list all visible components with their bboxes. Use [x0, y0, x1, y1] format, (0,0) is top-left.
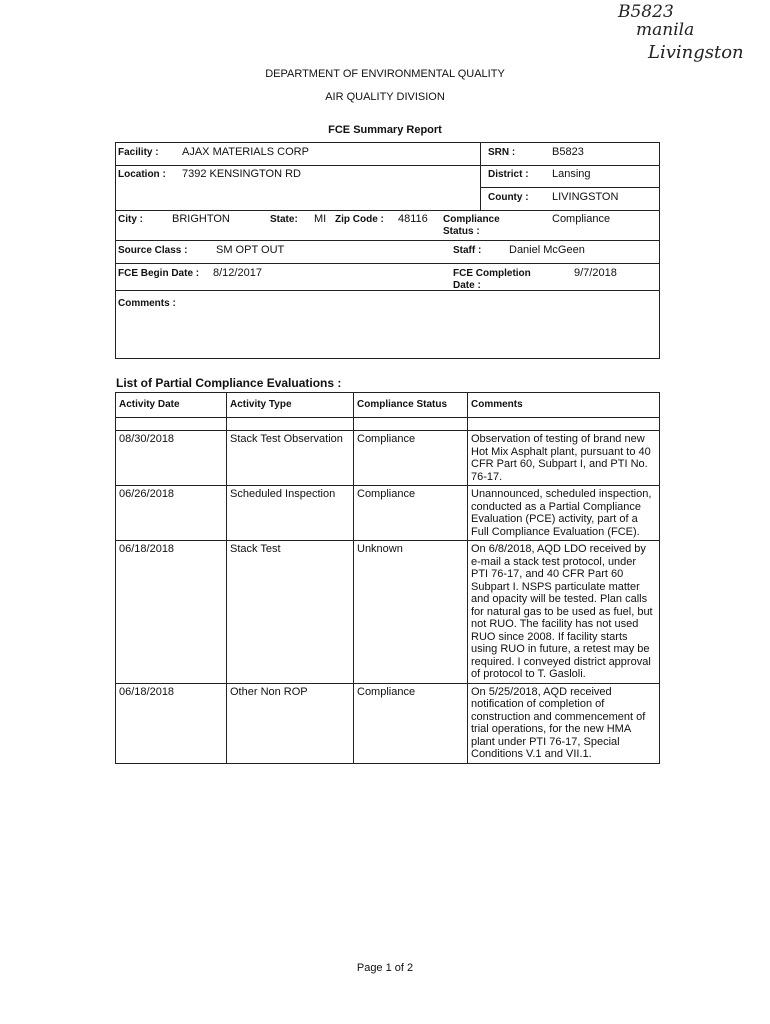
col-compliance-status: Compliance Status [354, 393, 468, 418]
fce-begin-value: 8/12/2017 [213, 267, 262, 279]
source-class-value: SM OPT OUT [216, 244, 285, 256]
facility-label: Facility : [118, 147, 159, 158]
city-value: BRIGHTON [172, 213, 230, 225]
page-number: Page 1 of 2 [356, 962, 414, 974]
cell-date: 06/18/2018 [116, 541, 227, 684]
cell-date: 06/18/2018 [116, 683, 227, 763]
table-row [116, 683, 660, 763]
facility-value: AJAX MATERIALS CORP [182, 146, 309, 158]
city-label: City : [118, 214, 143, 225]
cell-comments: On 6/8/2018, AQD LDO received by e-mail a stack test protocol, under PTI 76-17, and 40 CFR Part 60 Subpart I. NSPS particulate matter and opacity will be tested. Plan calls for natural gas to be used as fuel, but not RUO. The facility has not used RUO since 2008. If facility starts using RUO in future, a retest may be required. I conveyed district approval of protocol to T. Gasloli. [468, 541, 660, 684]
cell-comments: Unannounced, scheduled inspection, conducted as a Partial Compliance Evaluation (PCE) activity, part of a Full Compliance Evaluation (FCE). [468, 486, 660, 541]
zip-label: Zip Code : [335, 214, 384, 225]
comments-label: Comments : [118, 298, 176, 309]
cell-comments: On 5/25/2018, AQD received notification of completion of construction and commencement of trial operations, for the new HMA plant under PTI 76-17, Special Conditions V.1 and VII.1. [468, 683, 660, 763]
table-row [116, 486, 660, 541]
col-activity-date: Activity Date [116, 393, 227, 418]
location-label: Location : [118, 169, 166, 180]
cell-type: Stack Test Observation [227, 431, 354, 486]
compliance-status-label: Compliance Status : [443, 214, 500, 237]
cell-status: Compliance [354, 431, 468, 486]
pce-title: List of Partial Compliance Evaluations : [116, 376, 342, 390]
srn-label: SRN : [488, 147, 516, 158]
pce-table [115, 392, 660, 764]
cell-date: 08/30/2018 [116, 431, 227, 486]
county-value: LIVINGSTON [552, 191, 619, 203]
cell-type: Stack Test [227, 541, 354, 684]
col-comments: Comments [468, 393, 660, 418]
source-class-label: Source Class : [118, 245, 188, 256]
cell-comments: Observation of testing of brand new Hot Mix Asphalt plant, pursuant to 40 CFR Part 60, Subpart I, and PTI No. 76-17. [468, 431, 660, 486]
pce-header-row [116, 393, 660, 418]
handwritten-srn: B5823 [618, 2, 674, 22]
cell-status: Unknown [354, 541, 468, 684]
summary-divider [480, 142, 481, 210]
report-title: FCE Summary Report [328, 124, 442, 136]
handwritten-county: Livingston [648, 42, 744, 63]
table-row [116, 431, 660, 486]
district-label: District : [488, 169, 529, 180]
srn-value: B5823 [552, 146, 584, 158]
state-value: MI [314, 213, 327, 225]
county-label: County : [488, 192, 529, 203]
cell-status: Compliance [354, 683, 468, 763]
cell-date: 06/26/2018 [116, 486, 227, 541]
location-value: 7392 KENSINGTON RD [182, 168, 302, 180]
department-heading: DEPARTMENT OF ENVIRONMENTAL QUALITY [265, 68, 505, 80]
col-activity-type: Activity Type [227, 393, 354, 418]
fce-completion-value: 9/7/2018 [574, 267, 617, 279]
handwritten-folder: manila [636, 20, 695, 40]
staff-value: Daniel McGeen [509, 244, 585, 256]
staff-label: Staff : [453, 245, 482, 256]
cell-type: Other Non ROP [227, 683, 354, 763]
cell-type: Scheduled Inspection [227, 486, 354, 541]
fce-begin-label: FCE Begin Date : [118, 268, 200, 279]
division-heading: AIR QUALITY DIVISION [325, 91, 445, 103]
fce-completion-label: FCE Completion Date : [453, 268, 531, 291]
district-value: Lansing [552, 168, 591, 180]
zip-value: 48116 [398, 213, 428, 225]
table-row [116, 541, 660, 684]
cell-status: Compliance [354, 486, 468, 541]
compliance-status-value: Compliance [552, 213, 611, 225]
state-label: State: [270, 214, 298, 225]
